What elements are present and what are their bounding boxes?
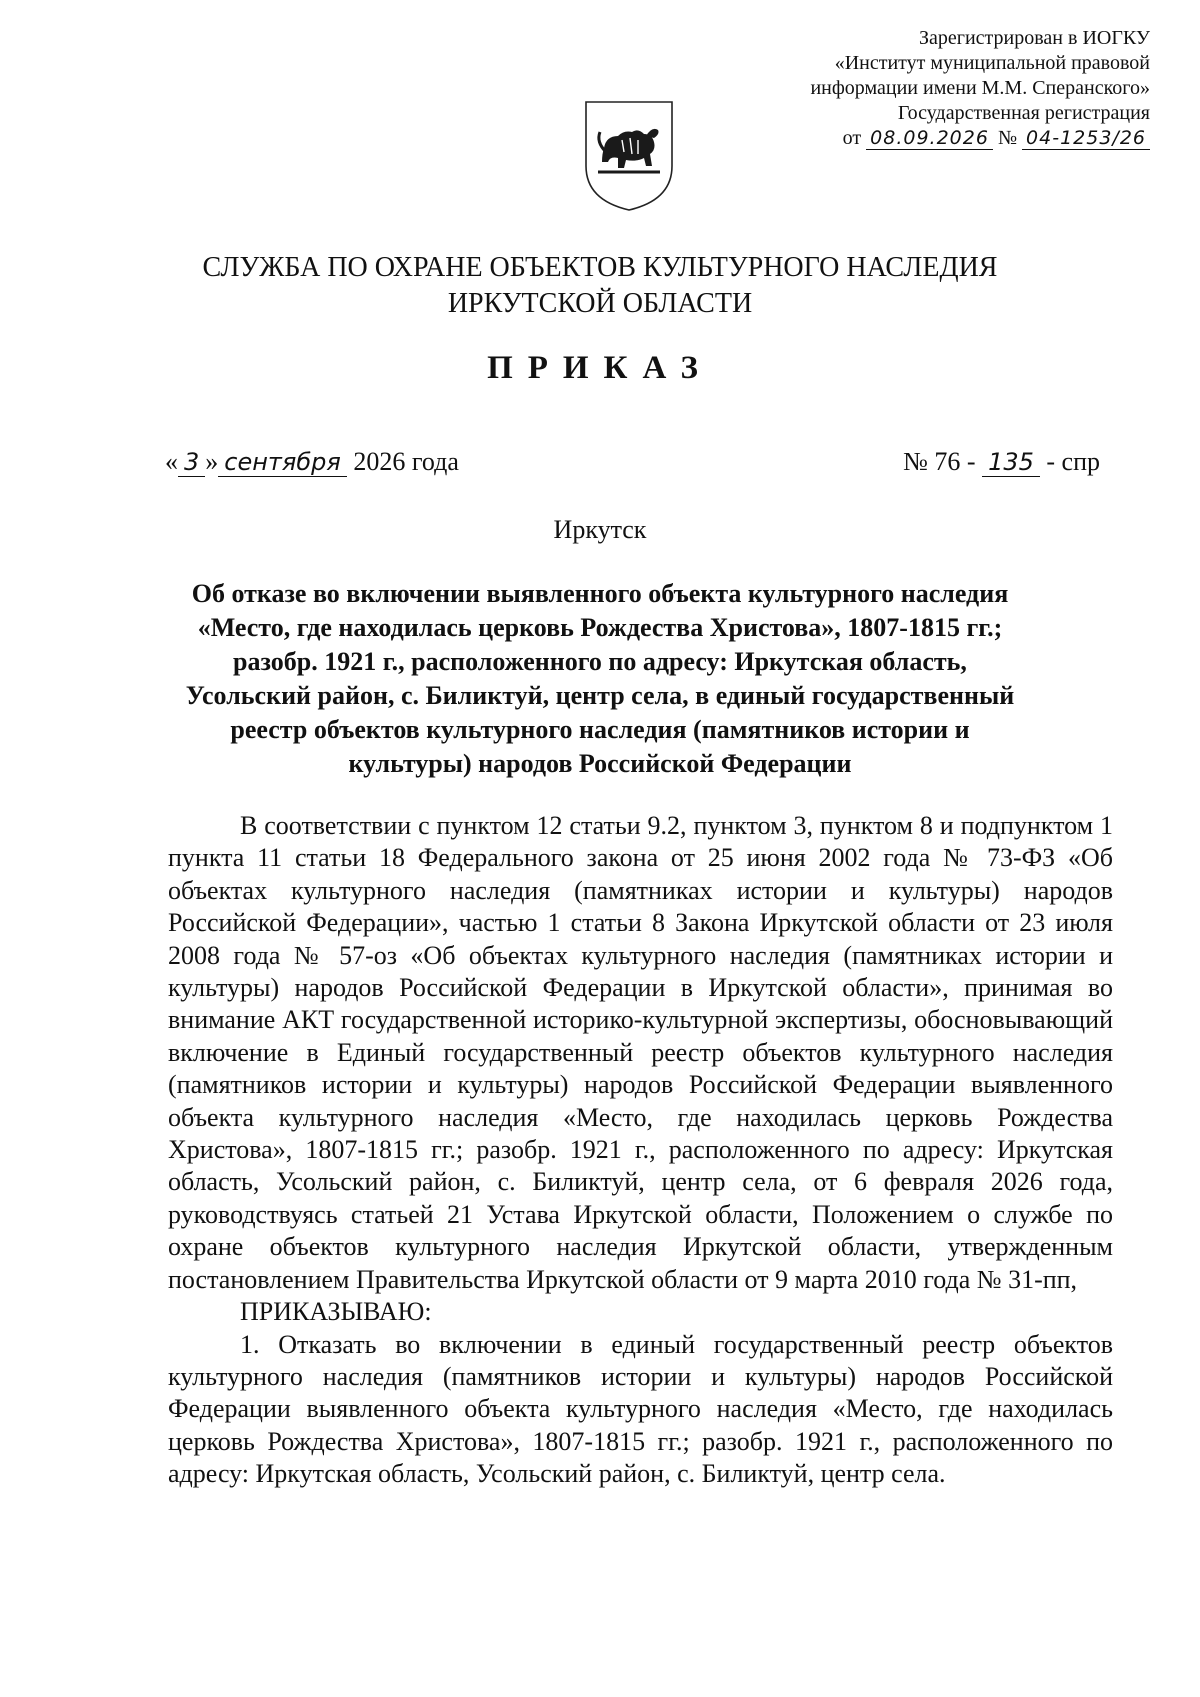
order-month: сентября <box>218 448 347 477</box>
order-number-value: 135 <box>982 448 1040 477</box>
order-body <box>168 810 1113 1491</box>
subject-line: Усольский район, с. Биликтуй, центр села, в единый государственный <box>185 681 1015 710</box>
date-quote-close: » <box>205 447 219 476</box>
agency-name-line: СЛУЖБА ПО ОХРАНЕ ОБЪЕКТОВ КУЛЬТУРНОГО НАСЛЕДИЯ <box>202 252 998 283</box>
registration-stamp <box>730 26 1150 151</box>
order-item-1: 1. Отказать во включении в единый государственный реестр объектов культурного наследия (памятников истории и культуры) народов Российской Федерации выявленного объекта культурного наследия «Место, где находилась церковь Рождества Христова», 1807-1815 гг.; разобр. 1921 г., расположенного по адресу: Иркутская область, Усольский район, с. Биликтуй, центр села. <box>168 1329 1113 1489</box>
registration-line: информации имени М.М. Сперанского» <box>810 77 1150 99</box>
date-quote-open: « <box>165 447 178 476</box>
order-number <box>903 447 1100 477</box>
subject-line: реестр объектов культурного наследия (памятников истории и <box>230 715 970 744</box>
subject-line: «Место, где находилась церковь Рождества Христова», 1807-1815 гг.; <box>197 613 1003 642</box>
registration-line: Зарегистрирован в ИОГКУ <box>919 27 1150 49</box>
order-directive-word: ПРИКАЗЫВАЮ: <box>240 1297 432 1327</box>
order-city: Иркутск <box>553 515 647 544</box>
registration-date: 08.09.2026 <box>866 127 993 150</box>
registration-number-prefix: № <box>997 127 1018 149</box>
order-number-suffix: - спр <box>1046 447 1100 476</box>
registration-date-number <box>730 126 1150 151</box>
registration-line: Государственная регистрация <box>897 102 1150 124</box>
subject-line: разобр. 1921 г., расположенного по адресу: Иркутская область, <box>233 647 967 676</box>
preamble-paragraph: В соответствии с пунктом 12 статьи 9.2, пунктом 3, пунктом 8 и подпунктом 1 пункта 11 статьи 18 Федерального закона от 25 июня 2002 года № 73-ФЗ «Об объектах культурного наследия (памятниках истории и культуры) народов Российской Федерации», частью 1 статьи 8 Закона Иркутской области от 23 июля 2008 года № 57-оз «Об объектах культурного наследия (памятниках истории и культуры) народов Российской Федерации в Иркутской области», принимая во внимание АКТ государственной историко-культурной экспертизы, обосновывающий включение в Единый государственный реестр объектов культурного наследия (памятников истории и культуры) народов Российской Федерации выявленного объекта культурного наследия «Место, где находилась церковь Рождества Христова», 1807-1815 гг.; разобр. 1921 г., расположенного по адресу: Иркутская область, Усольский район, с. Биликтуй, центр села, от 6 февраля 2026 года, руководствуясь статьей 21 Устава Иркутской области, Положением о службе по охране объектов культурного наследия Иркутской области, утвержденным постановлением Правительства Иркутской области от 9 марта 2010 года № 31-пп, <box>168 811 1113 1294</box>
order-subject <box>175 577 1025 781</box>
subject-line: культуры) народов Российской Федерации <box>348 749 852 778</box>
subject-line: Об отказе во включении выявленного объекта культурного наследия <box>191 579 1009 608</box>
order-year: 2026 года <box>353 447 459 476</box>
agency-name-line: ИРКУТСКОЙ ОБЛАСТИ <box>447 288 753 319</box>
order-day: 3 <box>178 448 205 477</box>
registration-date-prefix: от <box>842 127 862 149</box>
registration-line: «Институт муниципальной правовой <box>834 52 1150 74</box>
irkutsk-coat-of-arms-icon <box>580 96 678 214</box>
document-type-title: ПРИКАЗ <box>487 350 713 386</box>
order-number-prefix: № 76 - <box>903 447 976 476</box>
registration-number: 04-1253/26 <box>1022 127 1150 150</box>
order-date <box>165 447 459 477</box>
agency-name <box>100 250 1100 322</box>
